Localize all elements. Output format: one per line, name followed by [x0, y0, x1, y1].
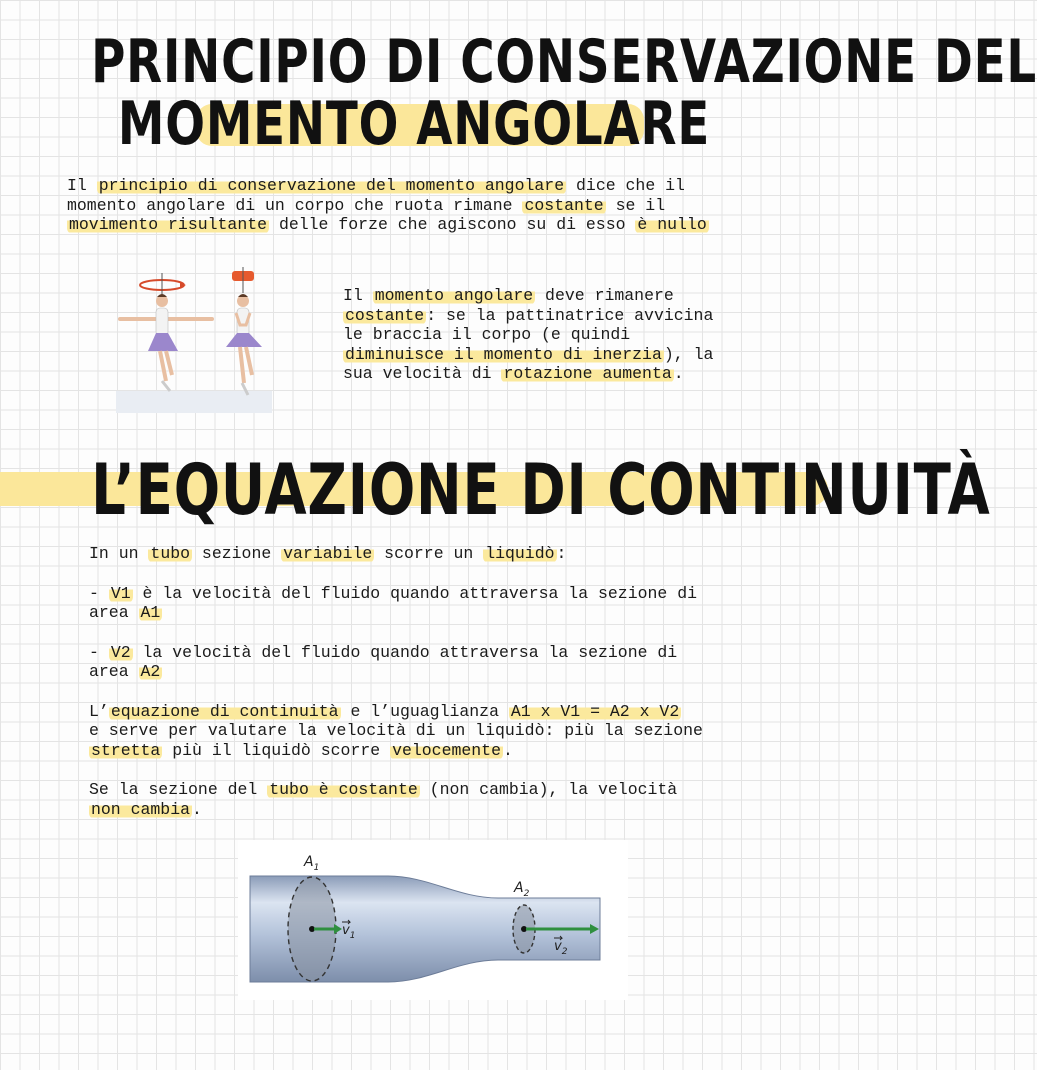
text: più il liquidò scorre [162, 740, 391, 760]
text: L’ [89, 701, 109, 721]
text: area [89, 603, 139, 622]
text: la velocità del fluido quando attraversa la sezione di [132, 642, 678, 662]
highlight: tubo è costante [269, 780, 418, 799]
highlight: stretta [91, 740, 161, 760]
text: Il [67, 176, 97, 195]
intro-paragraph [67, 176, 709, 235]
text: deve rimanere [535, 286, 674, 305]
highlight: A1 x V1 = A2 x V2 [510, 701, 680, 721]
highlight: movimento risultante [69, 215, 268, 234]
highlight: costante [524, 195, 604, 215]
highlight: V1 [110, 583, 131, 603]
text: : [556, 544, 567, 563]
text: le braccia il corpo (e quindi [343, 325, 631, 344]
highlight: liquidò [485, 544, 555, 563]
skater-explanation [343, 286, 713, 384]
text: . [673, 364, 684, 383]
text: sua velocità di [343, 364, 502, 383]
text: . [502, 740, 513, 760]
text: se il [605, 195, 666, 215]
highlight: A2 [140, 662, 161, 681]
highlight: equazione di continuità [110, 701, 339, 721]
title-line-2: MOMENTO ANGOLARE [117, 89, 711, 159]
highlight: costante [345, 305, 425, 325]
text: . [192, 799, 202, 819]
text: momento angolare di un corpo che ruota rimane [67, 195, 523, 215]
highlight: variabile [283, 544, 373, 563]
label-a2-letter: A [514, 880, 524, 896]
text: e serve per valutare la velocità di un liquidò: più la sezione [89, 721, 703, 740]
text: - [89, 583, 109, 603]
text: In un [89, 544, 149, 563]
text: (non cambia), la velocità [419, 780, 678, 799]
text: dice che il [566, 176, 685, 195]
tube-diagram [238, 840, 628, 1000]
text: : se la pattinatrice avvicina [426, 305, 714, 325]
highlight: velocemente [392, 740, 501, 760]
label-a1-sub: 1 [313, 863, 320, 873]
text: scorre un [374, 544, 484, 563]
text: sezione [192, 544, 282, 563]
label-v1-sub: 1 [349, 931, 356, 941]
highlight: tubo [150, 544, 191, 563]
text: - [89, 642, 109, 662]
highlight: non cambia [91, 799, 191, 819]
title-line-1: PRINCIPIO DI CONSERVAZIONE DEL [91, 27, 1037, 97]
label-v2-sub: 2 [561, 947, 568, 957]
skater-illustration [112, 263, 274, 415]
highlight: è nullo [637, 215, 707, 234]
highlight: principio di conservazione del momento angolare [98, 176, 565, 195]
highlight: V2 [110, 642, 131, 662]
text: Il [343, 286, 373, 305]
text: delle forze che agiscono su di esso [269, 215, 636, 234]
label-a2-sub: 2 [523, 889, 530, 899]
highlight: rotazione aumenta [503, 364, 672, 383]
text: Se la sezione del [89, 780, 268, 799]
section2-title: L’EQUAZIONE DI CONTINUITÀ [91, 449, 991, 531]
continuity-text [89, 544, 703, 819]
text: area [89, 662, 139, 681]
label-v1-letter: v [342, 923, 350, 938]
label-a1-letter: A [304, 854, 314, 870]
highlight: momento angolare [374, 286, 534, 305]
text: e l’uguaglianza [340, 701, 509, 721]
highlight: A1 [140, 603, 161, 622]
highlight: diminuisce il momento di inerzia [345, 344, 662, 364]
label-v2-letter: v [554, 939, 562, 954]
text: ), la [663, 344, 714, 364]
text: è la velocità del fluido quando attraversa la sezione di [132, 583, 698, 603]
